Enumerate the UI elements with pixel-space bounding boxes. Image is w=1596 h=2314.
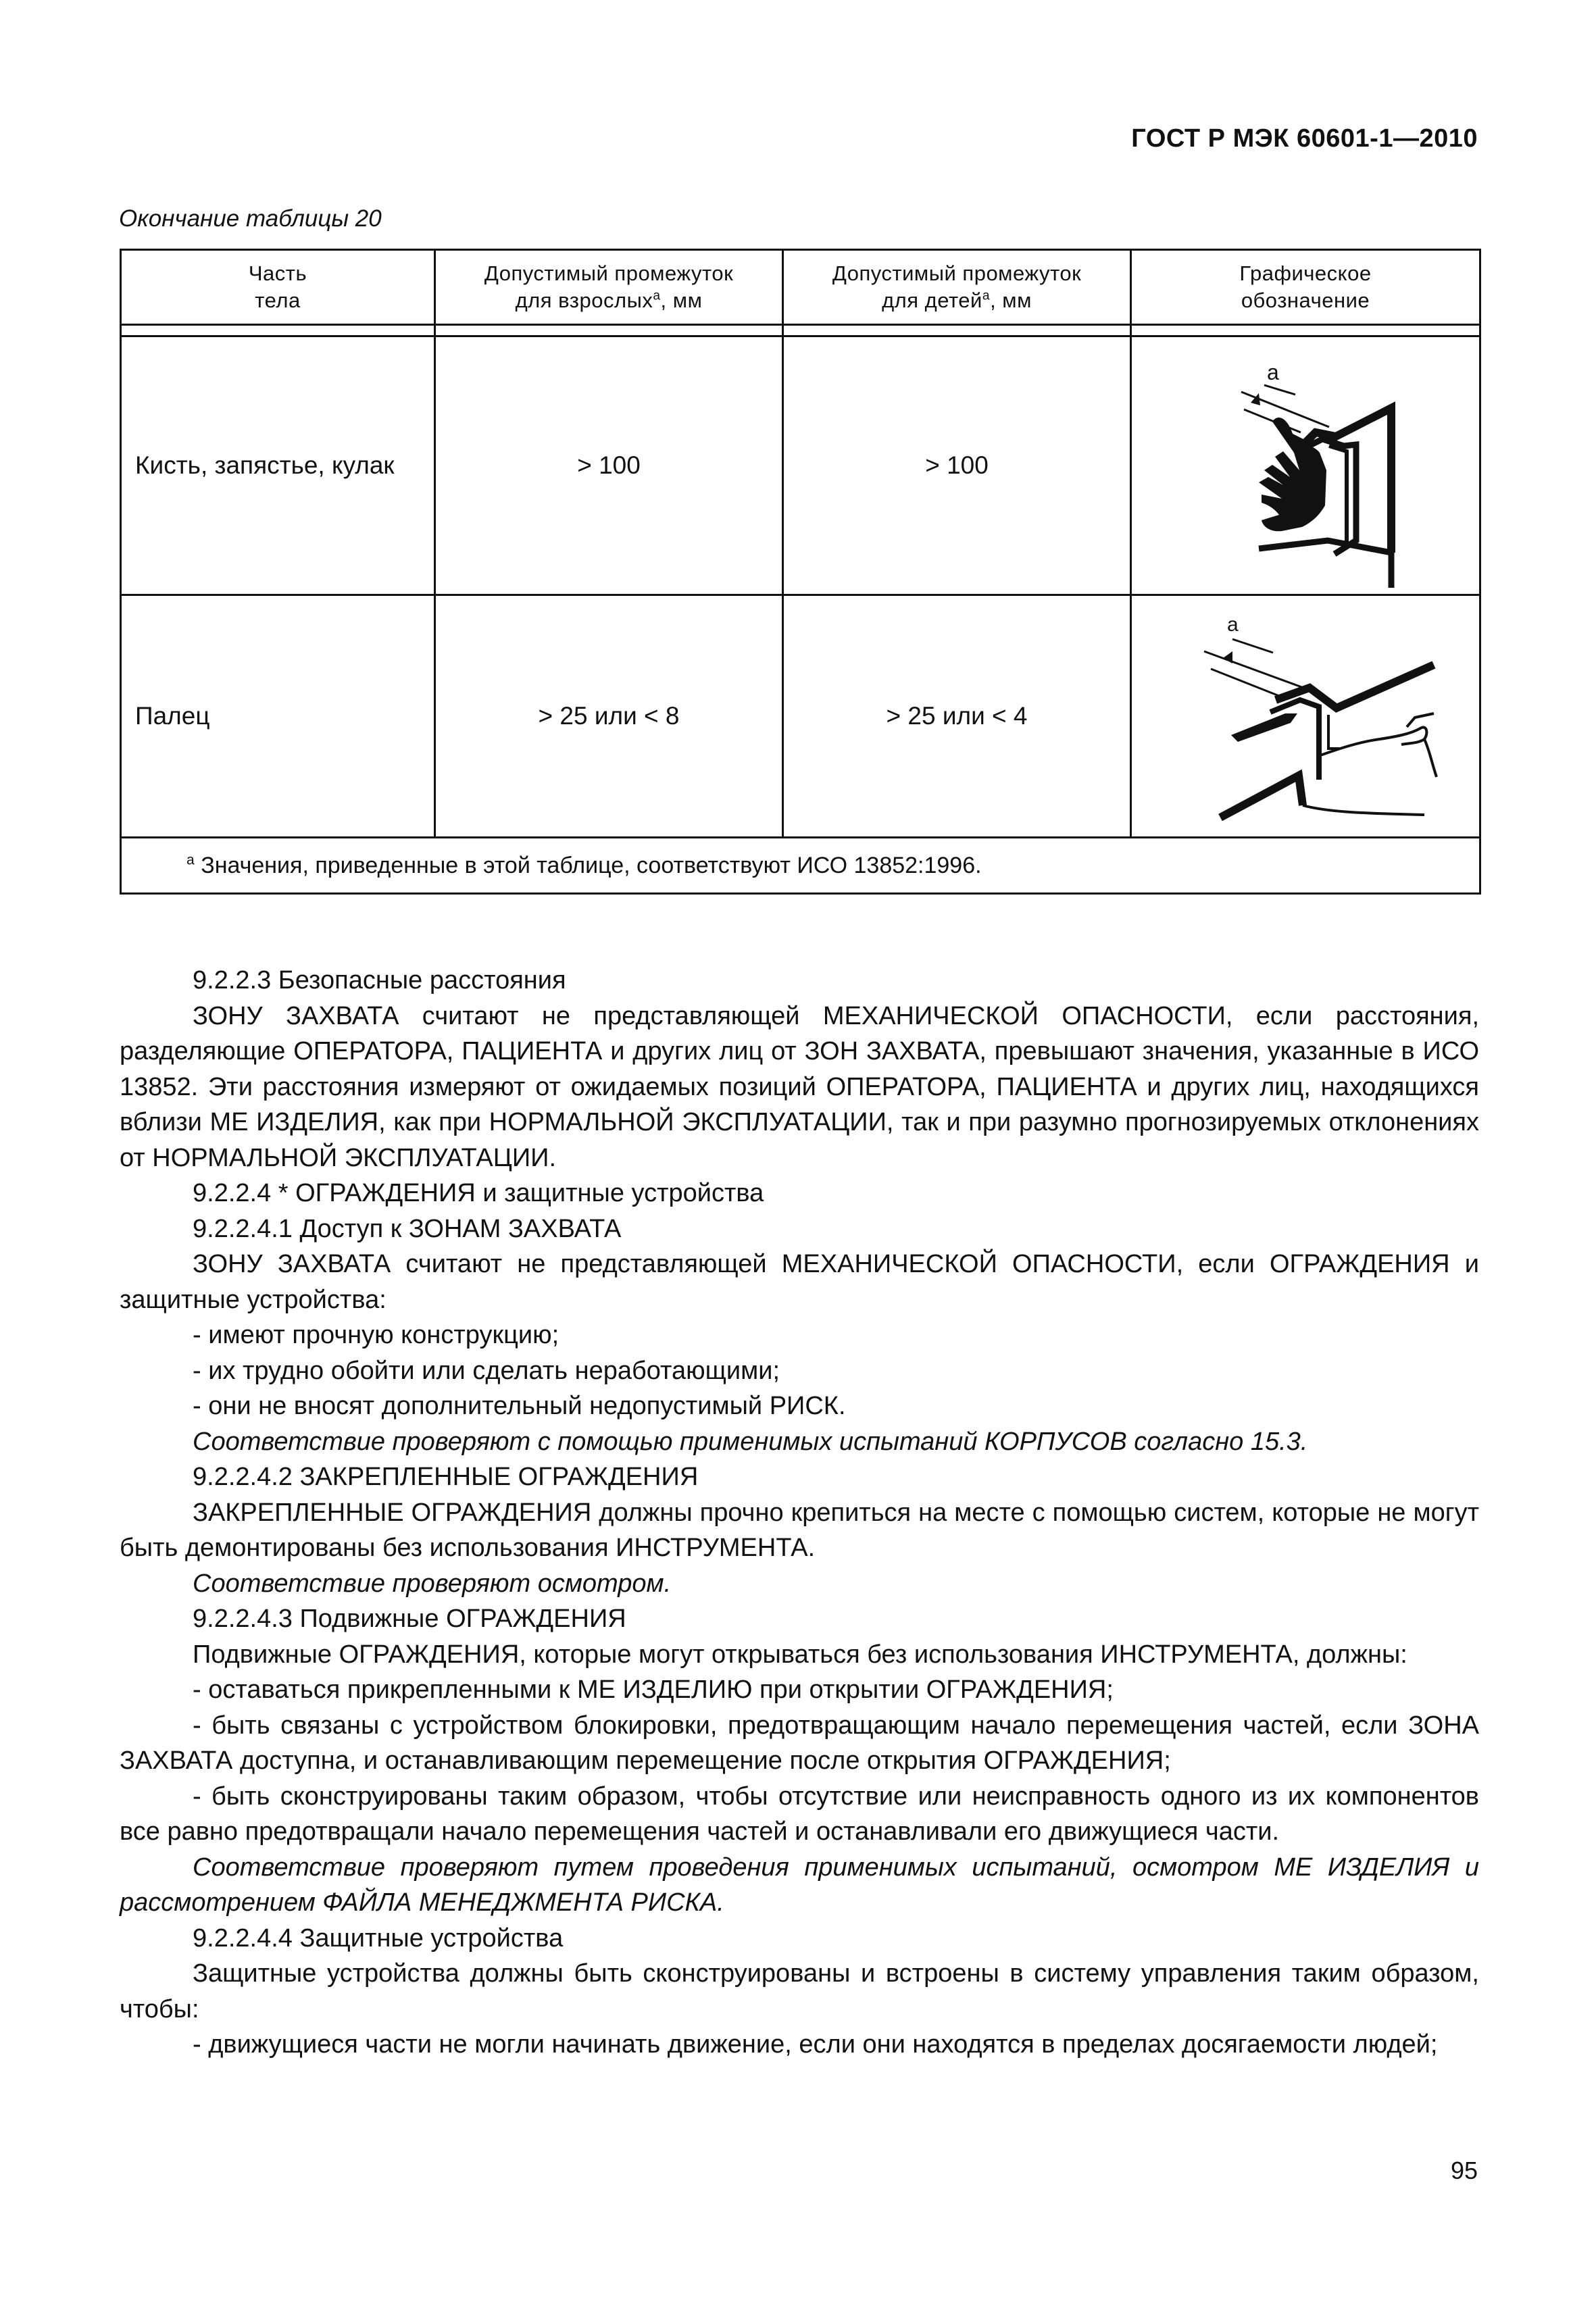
children-gap-cell: > 100 xyxy=(783,336,1131,595)
paragraph: - они не вносят дополнительный недопустимый РИСК. xyxy=(193,1392,846,1420)
paragraph: - движущиеся части не могли начинать движение, если они находятся в пределах досягаемости людей; xyxy=(193,2030,1438,2059)
table-row xyxy=(121,595,1480,838)
column-header-unit: , мм xyxy=(660,288,703,312)
standard-number: ГОСТ Р МЭК 60601-1—2010 xyxy=(1131,124,1478,153)
column-header-line: тела xyxy=(255,288,301,312)
adults-gap-cell: > 25 или < 8 xyxy=(435,595,783,838)
children-gap-cell: > 25 или < 4 xyxy=(783,595,1131,838)
column-header-adults xyxy=(435,250,783,325)
figure-cell xyxy=(1131,595,1480,838)
table-footnote-row xyxy=(121,838,1480,894)
compliance-note: Соответствие проверяют осмотром. xyxy=(193,1569,672,1598)
figure-cell xyxy=(1131,336,1480,595)
column-header-figure xyxy=(1131,250,1480,325)
table-row xyxy=(121,336,1480,595)
paragraph: ЗОНУ ЗАХВАТА считают не представляющей МЕХАНИЧЕСКОЙ ОПАСНОСТИ, если ОГРАЖДЕНИЯ и защитные устройства: xyxy=(120,1250,1479,1314)
finger-gap-icon xyxy=(1157,599,1454,828)
footnote-mark: а xyxy=(982,288,991,303)
compliance-note: Соответствие проверяют путем проведения применимых испытаний, осмотром МЕ ИЗДЕЛИЯ и рассмотрением ФАЙЛА МЕНЕДЖМЕНТА РИСКА. xyxy=(120,1853,1479,1917)
compliance-note: Соответствие проверяют с помощью применимых испытаний КОРПУСОВ согласно 15.3. xyxy=(193,1427,1308,1456)
paragraph: 9.2.2.4 * ОГРАЖДЕНИЯ и защитные устройства xyxy=(193,1179,764,1207)
column-header-line: обозначение xyxy=(1241,288,1370,312)
paragraph: 9.2.2.4.3 Подвижные ОГРАЖДЕНИЯ xyxy=(193,1605,626,1633)
paragraph: ЗАКРЕПЛЕННЫЕ ОГРАЖДЕНИЯ должны прочно крепиться на месте с помощью систем, которые не могут быть демонтированы без использования ИНСТРУМЕНТА. xyxy=(120,1498,1479,1562)
column-header-part xyxy=(121,250,435,325)
table-footnote xyxy=(121,838,1480,894)
column-header-text: для детей xyxy=(882,288,982,312)
body-part-cell: Кисть, запястье, кулак xyxy=(121,336,435,595)
table-20 xyxy=(120,249,1481,895)
adults-gap-cell: > 100 xyxy=(435,336,783,595)
column-header-line: Допустимый промежуток xyxy=(484,261,734,285)
column-header-unit: , мм xyxy=(990,288,1032,312)
table-header-row xyxy=(121,250,1480,325)
dimension-label: a xyxy=(1227,613,1239,636)
column-header-line: Часть xyxy=(248,261,307,285)
page-number: 95 xyxy=(1450,2157,1478,2184)
paragraph: Защитные устройства должны быть сконструированы и встроены в систему управления таким образом, чтобы: xyxy=(120,1959,1479,2023)
paragraph: - быть сконструированы таким образом, чтобы отсутствие или неисправность одного из их компонентов все равно предотвращали начало перемещения частей и останавливали его движущиеся части. xyxy=(120,1782,1479,1846)
paragraph: ЗОНУ ЗАХВАТА считают не представляющей МЕХАНИЧЕСКОЙ ОПАСНОСТИ, если расстояния, разделяющие ОПЕРАТОРА, ПАЦИЕНТА и других лиц от ЗОН ЗАХВАТА, превышают значения, указанные в ИСО 13852. Эти расстояния измеряют от ожидаемых позиций ОПЕРАТОРА, ПАЦИЕНТА и других лиц, находящихся вблизи МЕ ИЗДЕЛИЯ, как при НОРМАЛЬНОЙ ЭКСПЛУАТАЦИИ, так и при разумно прогнозируемых отклонениях от НОРМАЛЬНОЙ ЭКСПЛУАТАЦИИ. xyxy=(120,1001,1479,1172)
paragraph: - оставаться прикрепленными к МЕ ИЗДЕЛИЮ при открытии ОГРАЖДЕНИЯ; xyxy=(193,1676,1114,1704)
paragraph: 9.2.2.4.2 ЗАКРЕПЛЕННЫЕ ОГРАЖДЕНИЯ xyxy=(193,1463,699,1491)
column-header-line xyxy=(436,287,782,314)
paragraph: - быть связаны с устройством блокировки, предотвращающим начало перемещения частей, если ЗОНА ЗАХВАТА доступна, и останавливающим перемещение после открытия ОГРАЖДЕНИЯ; xyxy=(120,1711,1479,1775)
paragraph: Подвижные ОГРАЖДЕНИЯ, которые могут открываться без использования ИНСТРУМЕНТА, должны: xyxy=(193,1640,1407,1669)
paragraph: 9.2.2.4.1 Доступ к ЗОНАМ ЗАХВАТА xyxy=(193,1214,622,1243)
paragraph: - имеют прочную конструкцию; xyxy=(193,1321,559,1349)
footnote-mark: а xyxy=(186,852,195,868)
paragraph: - их трудно обойти или сделать неработающими; xyxy=(193,1356,780,1385)
table-caption: Окончание таблицы 20 xyxy=(119,205,382,232)
column-header-text: для взрослых xyxy=(515,288,653,312)
column-header-line: Графическое xyxy=(1239,261,1372,285)
body-part-cell: Палец xyxy=(121,595,435,838)
paragraph: 9.2.2.3 Безопасные расстояния xyxy=(193,966,566,995)
hand-gap-icon xyxy=(1194,338,1417,588)
footnote-text: Значения, приведенные в этой таблице, соответствуют ИСО 13852:1996. xyxy=(201,852,982,878)
footnote-mark: а xyxy=(653,288,661,303)
column-header-line: Допустимый промежуток xyxy=(832,261,1082,285)
header-gap-row xyxy=(121,325,1480,336)
column-header-line xyxy=(784,287,1130,314)
paragraph: 9.2.2.4.4 Защитные устройства xyxy=(193,1923,564,1953)
column-header-children xyxy=(783,250,1131,325)
body-text xyxy=(120,963,1479,2063)
dimension-label: a xyxy=(1267,359,1279,384)
